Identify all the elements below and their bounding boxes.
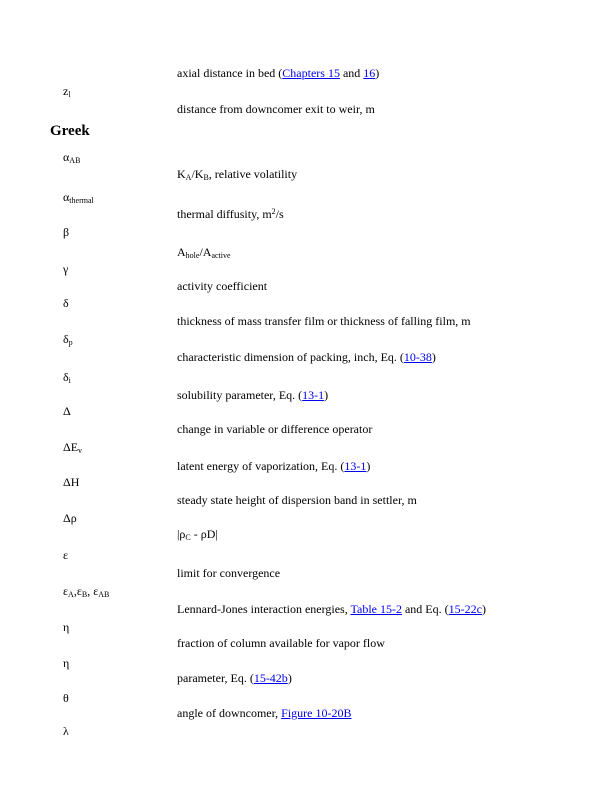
definition-text: change in variable or difference operator	[177, 422, 373, 436]
symbol-text: Δ	[63, 404, 71, 418]
nomenclature-definition	[177, 636, 385, 650]
symbol-subscript: p	[68, 338, 73, 347]
nomenclature-symbol	[63, 511, 77, 525]
symbol-text: η	[63, 620, 70, 634]
symbol-text: Δρ	[63, 511, 77, 525]
definition-link[interactable]: 13-1	[344, 459, 367, 473]
nomenclature-symbol	[63, 656, 69, 670]
symbol-subscript: v	[78, 446, 83, 455]
definition-text: activity coefficient	[177, 279, 268, 293]
definition-text: thermal diffusity, m	[177, 207, 272, 221]
definition-text: )	[481, 602, 486, 616]
symbol-text: ε	[63, 584, 69, 598]
nomenclature-symbol	[63, 332, 73, 346]
definition-text: thickness of mass transfer film or thickness of falling film, m	[177, 314, 471, 328]
nomenclature-symbol	[63, 475, 79, 489]
definition-text: , relative volatility	[208, 167, 298, 181]
nomenclature-symbol	[63, 691, 69, 705]
nomenclature-definition	[177, 459, 370, 473]
symbol-subscript: AB	[98, 590, 110, 599]
symbol-text: ΔE	[63, 440, 79, 454]
nomenclature-symbol	[63, 225, 69, 239]
nomenclature-definition	[177, 527, 218, 541]
symbol-text: ε	[63, 548, 69, 562]
definition-text: and Eq. (	[401, 602, 449, 616]
definition-text: )	[287, 671, 292, 685]
nomenclature-symbol	[63, 84, 71, 98]
symbol-subscript: AB	[69, 156, 81, 165]
definition-superscript: 2	[271, 207, 276, 216]
nomenclature-definition	[177, 422, 372, 436]
symbol-text: δ	[63, 370, 69, 384]
nomenclature-definition	[177, 314, 471, 328]
definition-text: limit for convergence	[177, 566, 281, 580]
definition-link[interactable]: 15-22c	[448, 602, 482, 616]
nomenclature-symbol	[63, 262, 68, 276]
nomenclature-definition	[177, 245, 231, 259]
symbol-text: α	[63, 190, 70, 204]
definition-link[interactable]: 13-1	[302, 388, 325, 402]
definition-subscript: C	[185, 533, 191, 542]
definition-text: distance from downcomer exit to weir, m	[177, 102, 375, 116]
symbol-subscript: B	[81, 590, 88, 599]
nomenclature-symbol	[63, 370, 71, 384]
definition-link[interactable]: 15-42b	[253, 671, 288, 685]
symbol-subscript: A	[68, 590, 74, 599]
nomenclature-definition	[177, 66, 379, 80]
definition-text: and	[339, 66, 364, 80]
symbol-text: δ	[63, 296, 69, 310]
nomenclature-symbol	[63, 584, 109, 598]
definition-text: |ρ	[177, 527, 186, 541]
nomenclature-symbol	[63, 724, 69, 738]
section-heading-greek: Greek	[50, 123, 90, 139]
definition-text: steady state height of dispersion band in settler, m	[177, 493, 417, 507]
nomenclature-symbol	[63, 620, 69, 634]
nomenclature-symbol	[63, 296, 69, 310]
definition-text: )	[324, 388, 329, 402]
definition-text: /s	[275, 207, 284, 221]
nomenclature-symbol	[63, 404, 71, 418]
nomenclature-symbol	[63, 150, 80, 164]
symbol-text: z	[63, 84, 69, 98]
symbol-text: ,ε	[73, 584, 82, 598]
nomenclature-definition	[177, 671, 292, 685]
definition-link[interactable]: Table 15-2	[350, 602, 402, 616]
definition-text: )	[375, 66, 380, 80]
definition-text: solubility parameter, Eq. (	[177, 388, 303, 402]
symbol-text: η	[63, 656, 70, 670]
definition-text: - ρD|	[190, 527, 218, 541]
nomenclature-definition	[177, 602, 486, 616]
definition-subscript: A	[185, 173, 192, 182]
definition-text: )	[431, 350, 436, 364]
definition-text: axial distance in bed (	[177, 66, 283, 80]
nomenclature-definition	[177, 167, 297, 181]
symbol-text: λ	[63, 724, 69, 738]
nomenclature-definition	[177, 566, 280, 580]
definition-text: K	[177, 167, 186, 181]
symbol-text: δ	[63, 332, 69, 346]
definition-text: /A	[199, 245, 212, 259]
definition-link[interactable]: 16	[363, 66, 376, 80]
nomenclature-definition	[177, 207, 284, 221]
symbol-text: ΔH	[63, 475, 80, 489]
definition-subscript: B	[203, 173, 209, 182]
symbol-subscript: thermal	[69, 196, 94, 205]
symbol-subscript: l	[68, 90, 71, 99]
nomenclature-definition	[177, 102, 375, 116]
definition-subscript: hole	[185, 251, 200, 260]
symbol-text: α	[63, 150, 70, 164]
nomenclature-definition	[177, 493, 417, 507]
nomenclature-definition	[177, 388, 328, 402]
nomenclature-definition	[177, 279, 267, 293]
definition-link[interactable]: Chapters 15	[282, 66, 340, 80]
definition-text: characteristic dimension of packing, inch, Eq. (	[177, 350, 404, 364]
definition-text: )	[366, 459, 371, 473]
nomenclature-symbol	[63, 190, 94, 204]
symbol-text: , ε	[87, 584, 99, 598]
definition-text: A	[177, 245, 186, 259]
nomenclature-definition	[177, 706, 352, 720]
definition-subscript: active	[211, 251, 231, 260]
symbol-text: θ	[63, 691, 69, 705]
symbol-text: β	[63, 225, 70, 239]
nomenclature-symbol	[63, 548, 68, 562]
symbol-subscript: i	[68, 376, 71, 385]
nomenclature-symbol	[63, 440, 82, 454]
nomenclature-definition	[177, 350, 436, 364]
definition-text: angle of downcomer,	[177, 706, 282, 720]
definition-text: fraction of column available for vapor flow	[177, 636, 385, 650]
definition-link[interactable]: 10-38	[403, 350, 432, 364]
definition-text: /K	[191, 167, 204, 181]
definition-link[interactable]: Figure 10-20B	[281, 706, 352, 720]
definition-text: parameter, Eq. (	[177, 671, 254, 685]
symbol-text: γ	[63, 262, 69, 276]
definition-text: latent energy of vaporization, Eq. (	[177, 459, 345, 473]
definition-text: Lennard-Jones interaction energies,	[177, 602, 351, 616]
